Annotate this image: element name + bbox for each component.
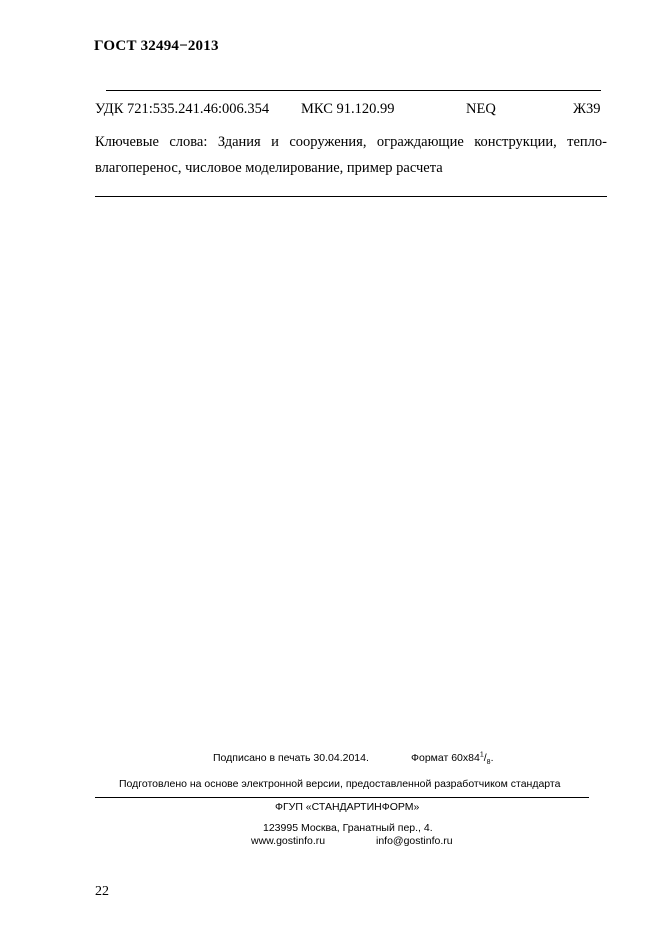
page-number: 22 [95,884,109,899]
top-rule [106,90,601,91]
mks-code: МКС 91.120.99 [301,101,395,117]
standard-designation: ГОСТ 32494−2013 [94,38,219,54]
format-end: . [490,752,494,764]
format-separator: / [483,752,487,764]
format-line [411,751,494,767]
publisher-website: www.gostinfo.ru [251,835,326,847]
publisher-email: info@gostinfo.ru [376,835,453,847]
neq-label: NEQ [466,101,496,117]
format-prefix: Формат 60x84 [411,752,480,764]
keywords-rule [95,196,607,197]
publisher-address: 123995 Москва, Гранатный пер., 4. [263,822,433,834]
udk-code: УДК 721:535.241.46:006.354 [95,101,270,117]
okstu-code: Ж39 [573,101,601,117]
classification-row [95,101,607,121]
prepared-note: Подготовлено на основе электронной версии, предоставленной разработчиком стандарта [119,778,561,790]
format-numerator: 1 [479,751,484,759]
publisher-name: ФГУП «СТАНДАРТИНФОРМ» [275,801,420,813]
signed-for-print: Подписано в печать 30.04.2014. [213,752,369,764]
keywords-paragraph: Ключевые слова: Здания и сооружения, ограждающие конструкции, тепло-влагоперенос, числовое моделирование, пример расчета [95,134,607,176]
imprint-rule [95,797,589,798]
format-denominator: 8 [486,759,491,767]
